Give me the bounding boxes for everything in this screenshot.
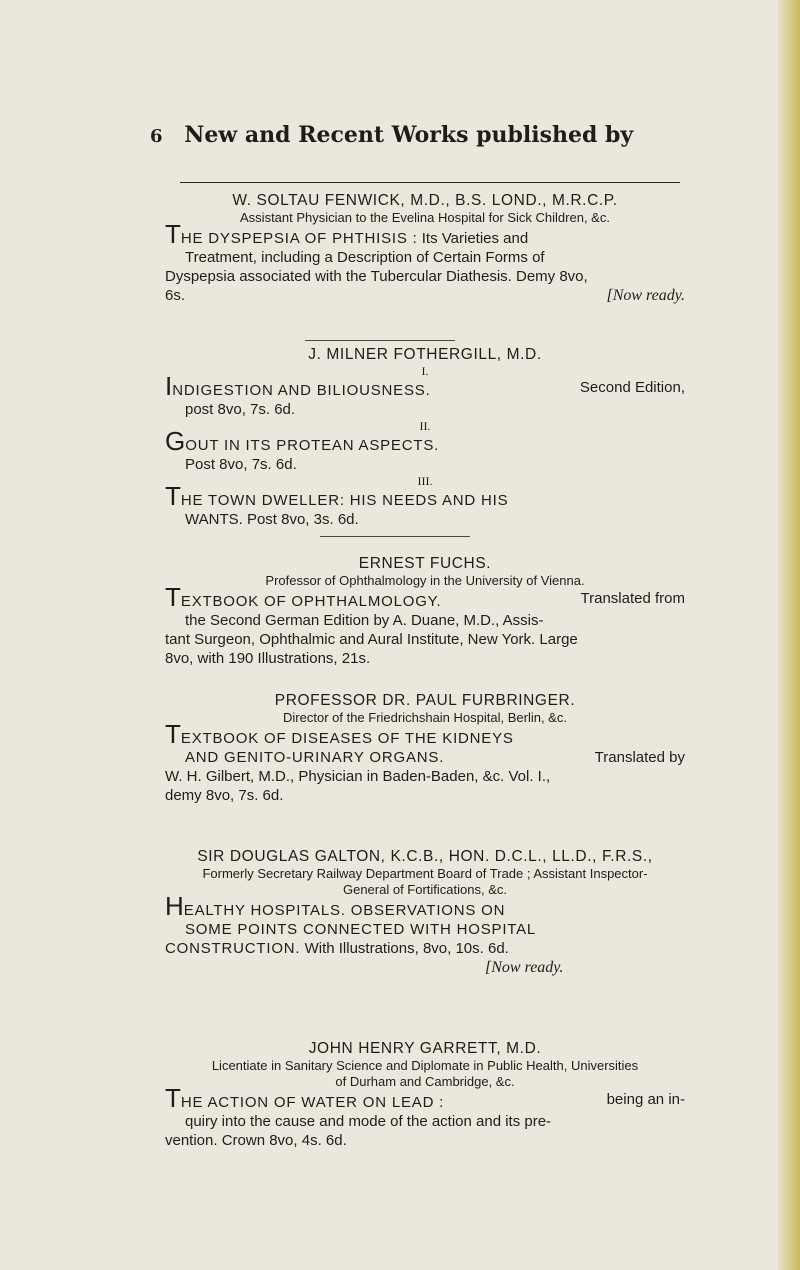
author-affiliation: Formerly Secretary Railway Department Board of Trade ; Assistant Inspector- bbox=[202, 866, 648, 881]
book-details: WANTS. Post 8vo, 3s. 6d. bbox=[185, 511, 359, 528]
page-number: 6 bbox=[150, 126, 163, 147]
header-rule bbox=[180, 182, 680, 183]
book-title: NDIGESTION AND BILIOUSNESS. bbox=[172, 382, 431, 399]
author-affiliation: Director of the Friedrichshain Hospital, Berlin, &c. bbox=[283, 710, 567, 725]
author-name: W. SOLTAU FENWICK, M.D., B.S. LOND., M.R.C.P. bbox=[232, 192, 618, 209]
entry-fothergill bbox=[165, 346, 685, 529]
book-description: quiry into the cause and mode of the action and its pre- bbox=[185, 1113, 552, 1130]
book-title: HE ACTION OF WATER ON LEAD : bbox=[180, 1094, 445, 1111]
book-title: HE DYSPEPSIA OF PHTHISIS : bbox=[180, 230, 418, 247]
book-description: Its Varieties and bbox=[421, 230, 529, 247]
book-description: tant Surgeon, Ophthalmic and Aural Institute, New York. Large bbox=[165, 631, 578, 648]
book-details: vention. Crown 8vo, 4s. 6d. bbox=[165, 1132, 347, 1149]
author-affiliation: Assistant Physician to the Evelina Hospital for Sick Children, &c. bbox=[240, 210, 610, 225]
book-title-line: CONSTRUCTION. bbox=[165, 940, 301, 957]
entry-fuchs bbox=[165, 555, 685, 668]
entry-garrett bbox=[165, 1040, 685, 1150]
page-edge-shading bbox=[778, 0, 800, 1270]
author-affiliation: of Durham and Cambridge, &c. bbox=[335, 1074, 515, 1089]
book-edition: Second Edition, bbox=[579, 379, 685, 396]
book-title-line: AND GENITO-URINARY ORGANS. bbox=[185, 749, 445, 766]
drop-cap: T bbox=[165, 219, 181, 249]
book-title: OUT IN ITS PROTEAN ASPECTS. bbox=[185, 437, 440, 454]
book-description: the Second German Edition by A. Duane, M.D., Assis- bbox=[185, 612, 544, 629]
drop-cap: T bbox=[165, 481, 181, 511]
author-name: PROFESSOR DR. PAUL FURBRINGER. bbox=[274, 692, 576, 709]
author-name: JOHN HENRY GARRETT, M.D. bbox=[308, 1040, 542, 1057]
work-numeral: III. bbox=[417, 474, 433, 488]
book-listing bbox=[165, 1083, 685, 1150]
book-title: EXTBOOK OF DISEASES OF THE KIDNEYS bbox=[180, 730, 514, 747]
book-details: Post 8vo, 7s. 6d. bbox=[185, 456, 297, 473]
book-title: HE TOWN DWELLER: HIS NEEDS AND HIS bbox=[180, 492, 509, 509]
author-name: ERNEST FUCHS. bbox=[358, 555, 492, 572]
author-affiliation: Professor of Ophthalmology in the University of Vienna. bbox=[265, 573, 585, 588]
entry-fenwick bbox=[165, 192, 685, 305]
drop-cap: T bbox=[165, 1083, 181, 1113]
work-numeral: I. bbox=[421, 364, 429, 378]
book-description: Translated from bbox=[580, 590, 685, 607]
entry-galton bbox=[165, 848, 685, 977]
book-description: W. H. Gilbert, M.D., Physician in Baden-Baden, &c. Vol. I., bbox=[165, 768, 551, 785]
book-title-line: SOME POINTS CONNECTED WITH HOSPITAL bbox=[185, 921, 537, 938]
drop-cap: I bbox=[165, 371, 173, 401]
work-numeral: II. bbox=[419, 419, 431, 433]
book-listing bbox=[165, 891, 685, 977]
book-translator-label: Translated by bbox=[594, 749, 685, 766]
entry-furbringer bbox=[165, 692, 685, 805]
section-divider bbox=[320, 536, 470, 537]
book-price: 6s. bbox=[165, 287, 186, 304]
drop-cap: G bbox=[165, 426, 186, 456]
book-description: being an in- bbox=[606, 1091, 685, 1108]
book-details: demy 8vo, 7s. 6d. bbox=[165, 787, 284, 804]
book-description: Dyspepsia associated with the Tubercular Diathesis. Demy 8vo, bbox=[165, 268, 588, 285]
section-divider bbox=[305, 340, 455, 341]
author-affiliation: General of Fortifications, &c. bbox=[342, 882, 507, 897]
book-listing bbox=[165, 219, 685, 305]
book-listing bbox=[165, 582, 685, 668]
running-header bbox=[150, 122, 650, 148]
book-details: 8vo, with 190 Illustrations, 21s. bbox=[165, 650, 371, 667]
author-name: SIR DOUGLAS GALTON, K.C.B., HON. D.C.L., LL.D., F.R.S., bbox=[197, 848, 653, 865]
drop-cap: H bbox=[165, 891, 184, 921]
book-description: Treatment, including a Description of Certain Forms of bbox=[185, 249, 545, 266]
book-title: EALTHY HOSPITALS. OBSERVATIONS ON bbox=[183, 902, 506, 919]
book-title-continued bbox=[165, 748, 685, 767]
drop-cap: T bbox=[165, 719, 181, 749]
book-title: EXTBOOK OF OPHTHALMOLOGY. bbox=[180, 593, 442, 610]
book-listing bbox=[165, 719, 685, 805]
author-affiliation: Licentiate in Sanitary Science and Diplomate in Public Health, Universities bbox=[211, 1058, 639, 1073]
status-note: [Now ready. bbox=[606, 287, 685, 304]
author-name: J. MILNER FOTHERGILL, M.D. bbox=[308, 346, 542, 363]
header-title: New and Recent Works published by bbox=[184, 122, 634, 148]
book-listing bbox=[165, 371, 685, 419]
status-note: [Now ready. bbox=[485, 959, 564, 976]
book-details: post 8vo, 7s. 6d. bbox=[185, 401, 296, 418]
drop-cap: T bbox=[165, 582, 181, 612]
book-details: With Illustrations, 8vo, 10s. 6d. bbox=[304, 940, 509, 957]
